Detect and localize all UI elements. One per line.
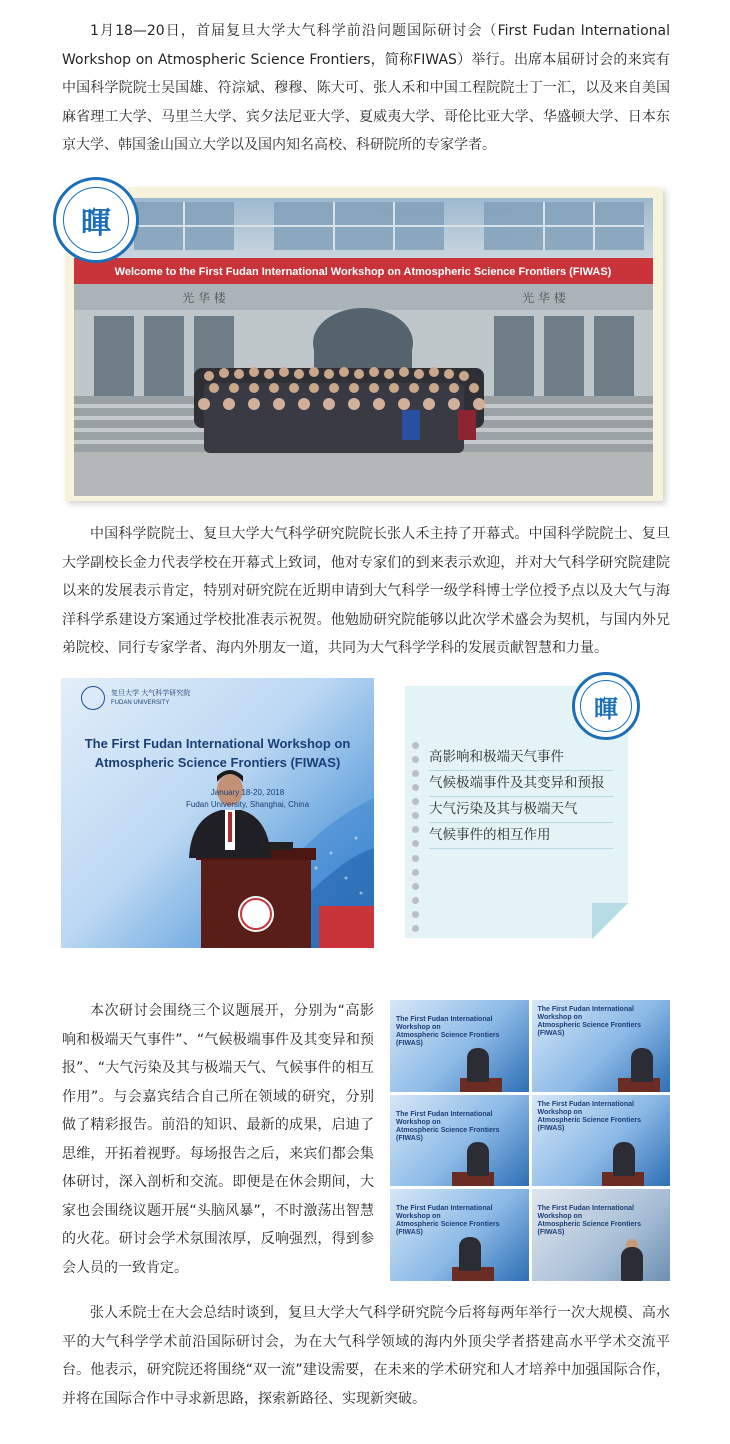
photo2-title-line1: The First Fudan International Workshop on [84, 736, 351, 751]
group-photo [74, 198, 653, 496]
topic-item: 大气污染及其与极端天气 [429, 796, 613, 823]
photo2-title-line2: Atmospheric Science Frontiers (FIWAS) [94, 755, 341, 770]
note-binding-rings [412, 742, 422, 932]
seal-glyph: 暉 [63, 187, 129, 253]
photo2-logo-text: 复旦大学 大气科学研究院 [111, 689, 191, 697]
speaker-cell [532, 1095, 671, 1187]
speakers-collage [390, 1000, 670, 1281]
cell-title-line1: The First Fudan International Workshop on [396, 1110, 493, 1126]
speaker-cell [390, 1095, 529, 1187]
building-sign-left: 光 华 楼 [182, 291, 226, 305]
cell-title-line1: The First Fudan International Workshop on [537, 1205, 634, 1221]
note-seal-glyph: 暉 [580, 680, 632, 732]
cell-title-line2: Atmospheric Science Frontiers (FIWAS) [537, 1116, 641, 1132]
group-of-people [194, 367, 485, 453]
speaker-cell [390, 1000, 529, 1092]
speaker-cell [532, 1189, 671, 1281]
topic-item: 高影响和极端天气事件 [429, 744, 613, 771]
note-seal-logo [572, 672, 640, 740]
institute-seal-logo [53, 177, 139, 263]
topic-item: 气候事件的相互作用 [429, 822, 613, 849]
closing-paragraph: 张人禾院士在大会总结时谈到，复旦大学大气科学研究院今后将每两年举行一次大规模、高水平的大气科学学术前沿国际研讨会，为在大气科学领域的海内外顶尖学者搭建高水平学术交流平台。他表示，研究院还将围绕“双一流”建设需要，在未来的学术研究和人才培养中加强国际合作，并将在国际合作中寻求新思路，探索新路径、实现新突破。 [62, 1305, 670, 1407]
cell-title-line2: Atmospheric Science Frontiers (FIWAS) [396, 1032, 500, 1047]
cell-title-line2: Atmospheric Science Frontiers (FIWAS) [537, 1221, 641, 1237]
note-page-curl [592, 903, 628, 939]
speaker-cell [532, 1000, 671, 1092]
speaker-photo [61, 678, 374, 948]
photo2-date: January 18-20, 2018 [210, 788, 285, 797]
building-sign-right: 光 华 楼 [522, 291, 566, 305]
intro-paragraph: 1月18—20日，首届复旦大学大气科学前沿问题国际研讨会（First Fudan International Workshop on Atmospheric Science Frontiers，简称FIWAS）举行。出席本届研讨会的来宾有中国科学院院士吴国雄、符淙斌、穆穆、陈大可、张人禾和中国工程院院士丁一汇，以及来自美国麻省理工大学、马里兰大学、宾夕法尼亚大学、夏威夷大学、哥伦比亚大学、华盛顿大学、日本东京大学、韩国釜山国立大学以及国内知名高校、科研院所的专家学者。 [62, 23, 670, 153]
opening-ceremony-paragraph: 中国科学院院士、复旦大学大气科学研究院院长张人禾主持了开幕式。中国科学院院士、复旦大学副校长金力代表学校在开幕式上致词，他对专家们的到来表示欢迎，并对大气科学研究院建院以来的发展表示肯定，特别对研究院在近期申请到大气科学一级学科博士学位授予点以及大气与海洋科学系建设方案通过学校批准表示祝贺。他勉励研究院能够以此次学术盛会为契机，与国内外兄弟院校、同行专家学者、海内外朋友一道，共同为大气科学学科的发展贡献智慧和力量。 [62, 526, 670, 656]
welcome-banner: Welcome to the First Fudan International Workshop on Atmospheric Science Frontiers (FIWAS) [114, 266, 612, 278]
cell-title-line2: Atmospheric Science Frontiers (FIWAS) [396, 1221, 500, 1237]
cell-title-line1: The First Fudan International Workshop on [396, 1016, 493, 1031]
topics-paragraph: 本次研讨会围绕三个议题展开，分别为“高影响和极端天气事件”、“气候极端事件及其变异和预报”、“大气污染及其与极端天气、气候事件的相互作用”。与会嘉宾结合自己所在领域的研究，分别做了精彩报告。前沿的知识、最新的成果，启迪了思维，开拓着视野。每场报告之后，来宾们都会集体研讨，深入剖析和交流。即便是在休会期间，大家也会围绕议题开展“头脑风暴”，不时激荡出智慧的火花。研讨会学术氛围浓厚，反响强烈，得到参会人员的一致肯定。 [62, 1003, 374, 1276]
speaker-cell [390, 1189, 529, 1281]
group-photo-scene [74, 198, 653, 496]
photo2-logo-sub: FUDAN UNIVERSITY [111, 700, 170, 706]
cell-title-line1: The First Fudan International Workshop on [537, 1006, 634, 1021]
cell-title-line1: The First Fudan International Workshop on [396, 1205, 493, 1221]
cell-title-line2: Atmospheric Science Frontiers (FIWAS) [537, 1022, 641, 1037]
cell-title-line1: The First Fudan International Workshop on [537, 1100, 634, 1116]
photo2-venue: Fudan University, Shanghai, China [185, 800, 310, 809]
topic-item: 气候极端事件及其变异和预报 [429, 770, 613, 797]
fudan-logo [81, 686, 105, 710]
cell-title-line2: Atmospheric Science Frontiers (FIWAS) [396, 1126, 500, 1142]
